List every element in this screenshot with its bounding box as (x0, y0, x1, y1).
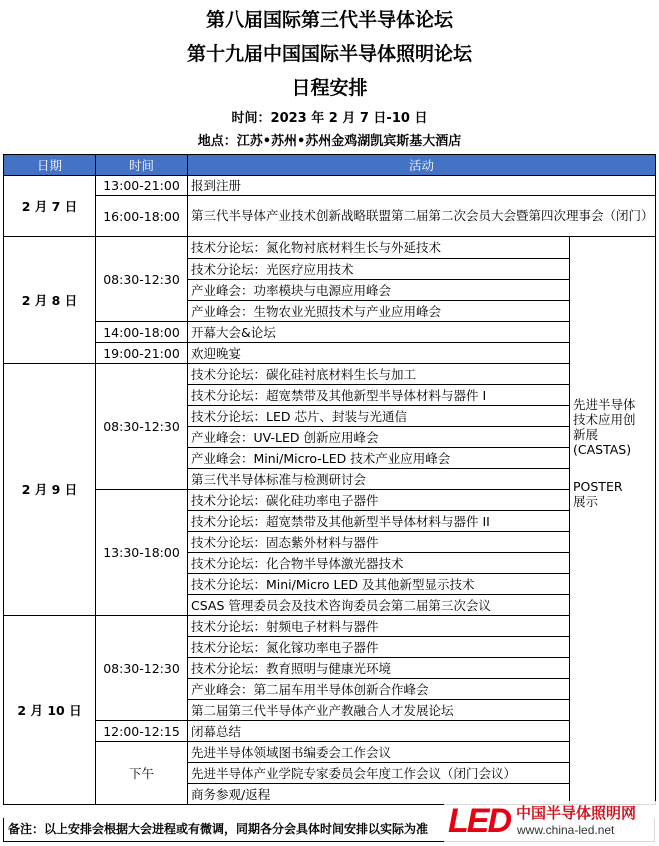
activity-cell: 技术分论坛：碳化硅功率电子器件 (188, 490, 570, 511)
col-date-header: 日期 (4, 155, 96, 176)
side-line: 先进半导体 (573, 397, 636, 412)
activity-cell: 先进半导体领域图书编委会工作会议 (188, 742, 570, 763)
activity-cell: 欢迎晚宴 (188, 343, 570, 364)
activity-cell: 技术分论坛：Mini/Micro LED 及其他新型显示技术 (188, 574, 570, 595)
table-row (4, 322, 656, 343)
activity-cell: 先进半导体产业学院专家委员会年度工作会议（闭门会议） (188, 763, 570, 784)
date-cell: 2 月 8 日 (4, 237, 96, 364)
activity-cell: 闭幕总结 (188, 721, 570, 742)
time-cell: 16:00-18:00 (96, 196, 188, 237)
activity-cell: 产业峰会：第二届车用半导体创新合作峰会 (188, 679, 570, 700)
side-line (573, 457, 652, 479)
activity-cell: 技术分论坛：射频电子材料与器件 (188, 616, 570, 637)
time-cell: 下午 (96, 742, 188, 805)
activity-cell: 技术分论坛：化合物半导体激光器技术 (188, 553, 570, 574)
activity-cell: 产业峰会：功率模块与电源应用峰会 (188, 280, 570, 301)
title-line-3: 日程安排 (291, 77, 368, 99)
col-time-header: 时间 (96, 155, 188, 176)
side-line: 展示 (573, 494, 599, 509)
side-line: (CASTAS) (573, 442, 632, 457)
led-logo-mark: LED (448, 802, 510, 840)
table-row (4, 721, 656, 742)
activity-cell: CSAS 管理委员会及技术咨询委员会第二届第三次会议 (188, 595, 570, 616)
date-cell: 2 月 9 日 (4, 364, 96, 616)
time-cell: 12:00-12:15 (96, 721, 188, 742)
activity-cell: 技术分论坛：教育照明与健康光环境 (188, 658, 570, 679)
place-line: 地点：江苏•苏州•苏州金鸡湖凯宾斯基大酒店 (197, 134, 462, 149)
time-line: 时间：2023 年 2 月 7 日-10 日 (231, 111, 428, 126)
time-cell: 08:30-12:30 (96, 616, 188, 721)
title-line-2: 第十九届中国国际半导体照明论坛 (186, 43, 472, 65)
activity-cell: 技术分论坛：氮化镓功率电子器件 (188, 637, 570, 658)
time-cell: 08:30-12:30 (96, 237, 188, 322)
logo-site-name: 中国半导体照明网 (516, 804, 637, 822)
side-line: 新展 (573, 427, 599, 442)
table-row (4, 364, 656, 385)
activity-cell: 第三代半导体标准与检测研讨会 (188, 469, 570, 490)
time-cell: 19:00-21:00 (96, 343, 188, 364)
activity-cell: 技术分论坛：固态紫外材料与器件 (188, 532, 570, 553)
table-header-row (4, 155, 656, 176)
activity-cell: 报到注册 (188, 176, 656, 196)
time-cell: 13:30-18:00 (96, 490, 188, 616)
footer-note: 备注：以上安排会根据大会进程或有微调，同期各分会具体时间安排以实际为准 (3, 818, 655, 842)
col-activity-header: 活动 (188, 155, 656, 176)
activity-cell: 技术分论坛：碳化硅衬底材料生长与加工 (188, 364, 570, 385)
schedule-table (3, 154, 656, 805)
exhibition-side-cell (570, 237, 656, 805)
activity-cell: 第二届第三代半导体产业产教融合人才发展论坛 (188, 700, 570, 721)
activity-cell: 第三代半导体产业技术创新战略联盟第二届第二次会员大会暨第四次理事会（闭门） (188, 196, 656, 237)
side-line: 技术应用创 (573, 412, 636, 427)
date-cell: 2 月 7 日 (4, 176, 96, 237)
logo-site-url: www.china-led.net (517, 823, 615, 837)
table-row (4, 176, 656, 196)
table-row (4, 742, 656, 763)
activity-cell: 技术分论坛：超宽禁带及其他新型半导体材料与器件 I (188, 385, 570, 406)
time-cell: 13:00-21:00 (96, 176, 188, 196)
activity-cell: 技术分论坛：氮化物衬底材料生长与外延技术 (188, 237, 570, 259)
time-cell: 08:30-12:30 (96, 364, 188, 490)
activity-cell: 商务参观/返程 (188, 784, 570, 805)
side-line: POSTER (573, 479, 623, 494)
date-cell: 2 月 10 日 (4, 616, 96, 805)
activity-cell: 产业峰会：UV-LED 创新应用峰会 (188, 427, 570, 448)
table-row (4, 343, 656, 364)
activity-cell: 技术分论坛：LED 芯片、封装与光通信 (188, 406, 570, 427)
activity-cell: 产业峰会：生物农业光照技术与产业应用峰会 (188, 301, 570, 322)
activity-cell: 技术分论坛：光医疗应用技术 (188, 259, 570, 280)
activity-cell: 产业峰会：Mini/Micro-LED 技术产业应用峰会 (188, 448, 570, 469)
table-row (4, 237, 656, 259)
activity-cell: 技术分论坛：超宽禁带及其他新型半导体材料与器件 II (188, 511, 570, 532)
title-line-1: 第八届国际第三代半导体论坛 (205, 9, 453, 31)
table-row (4, 616, 656, 637)
table-row (4, 490, 656, 511)
table-row (4, 196, 656, 237)
time-cell: 14:00-18:00 (96, 322, 188, 343)
activity-cell: 开幕大会&论坛 (188, 322, 570, 343)
site-logo[interactable] (444, 801, 656, 843)
